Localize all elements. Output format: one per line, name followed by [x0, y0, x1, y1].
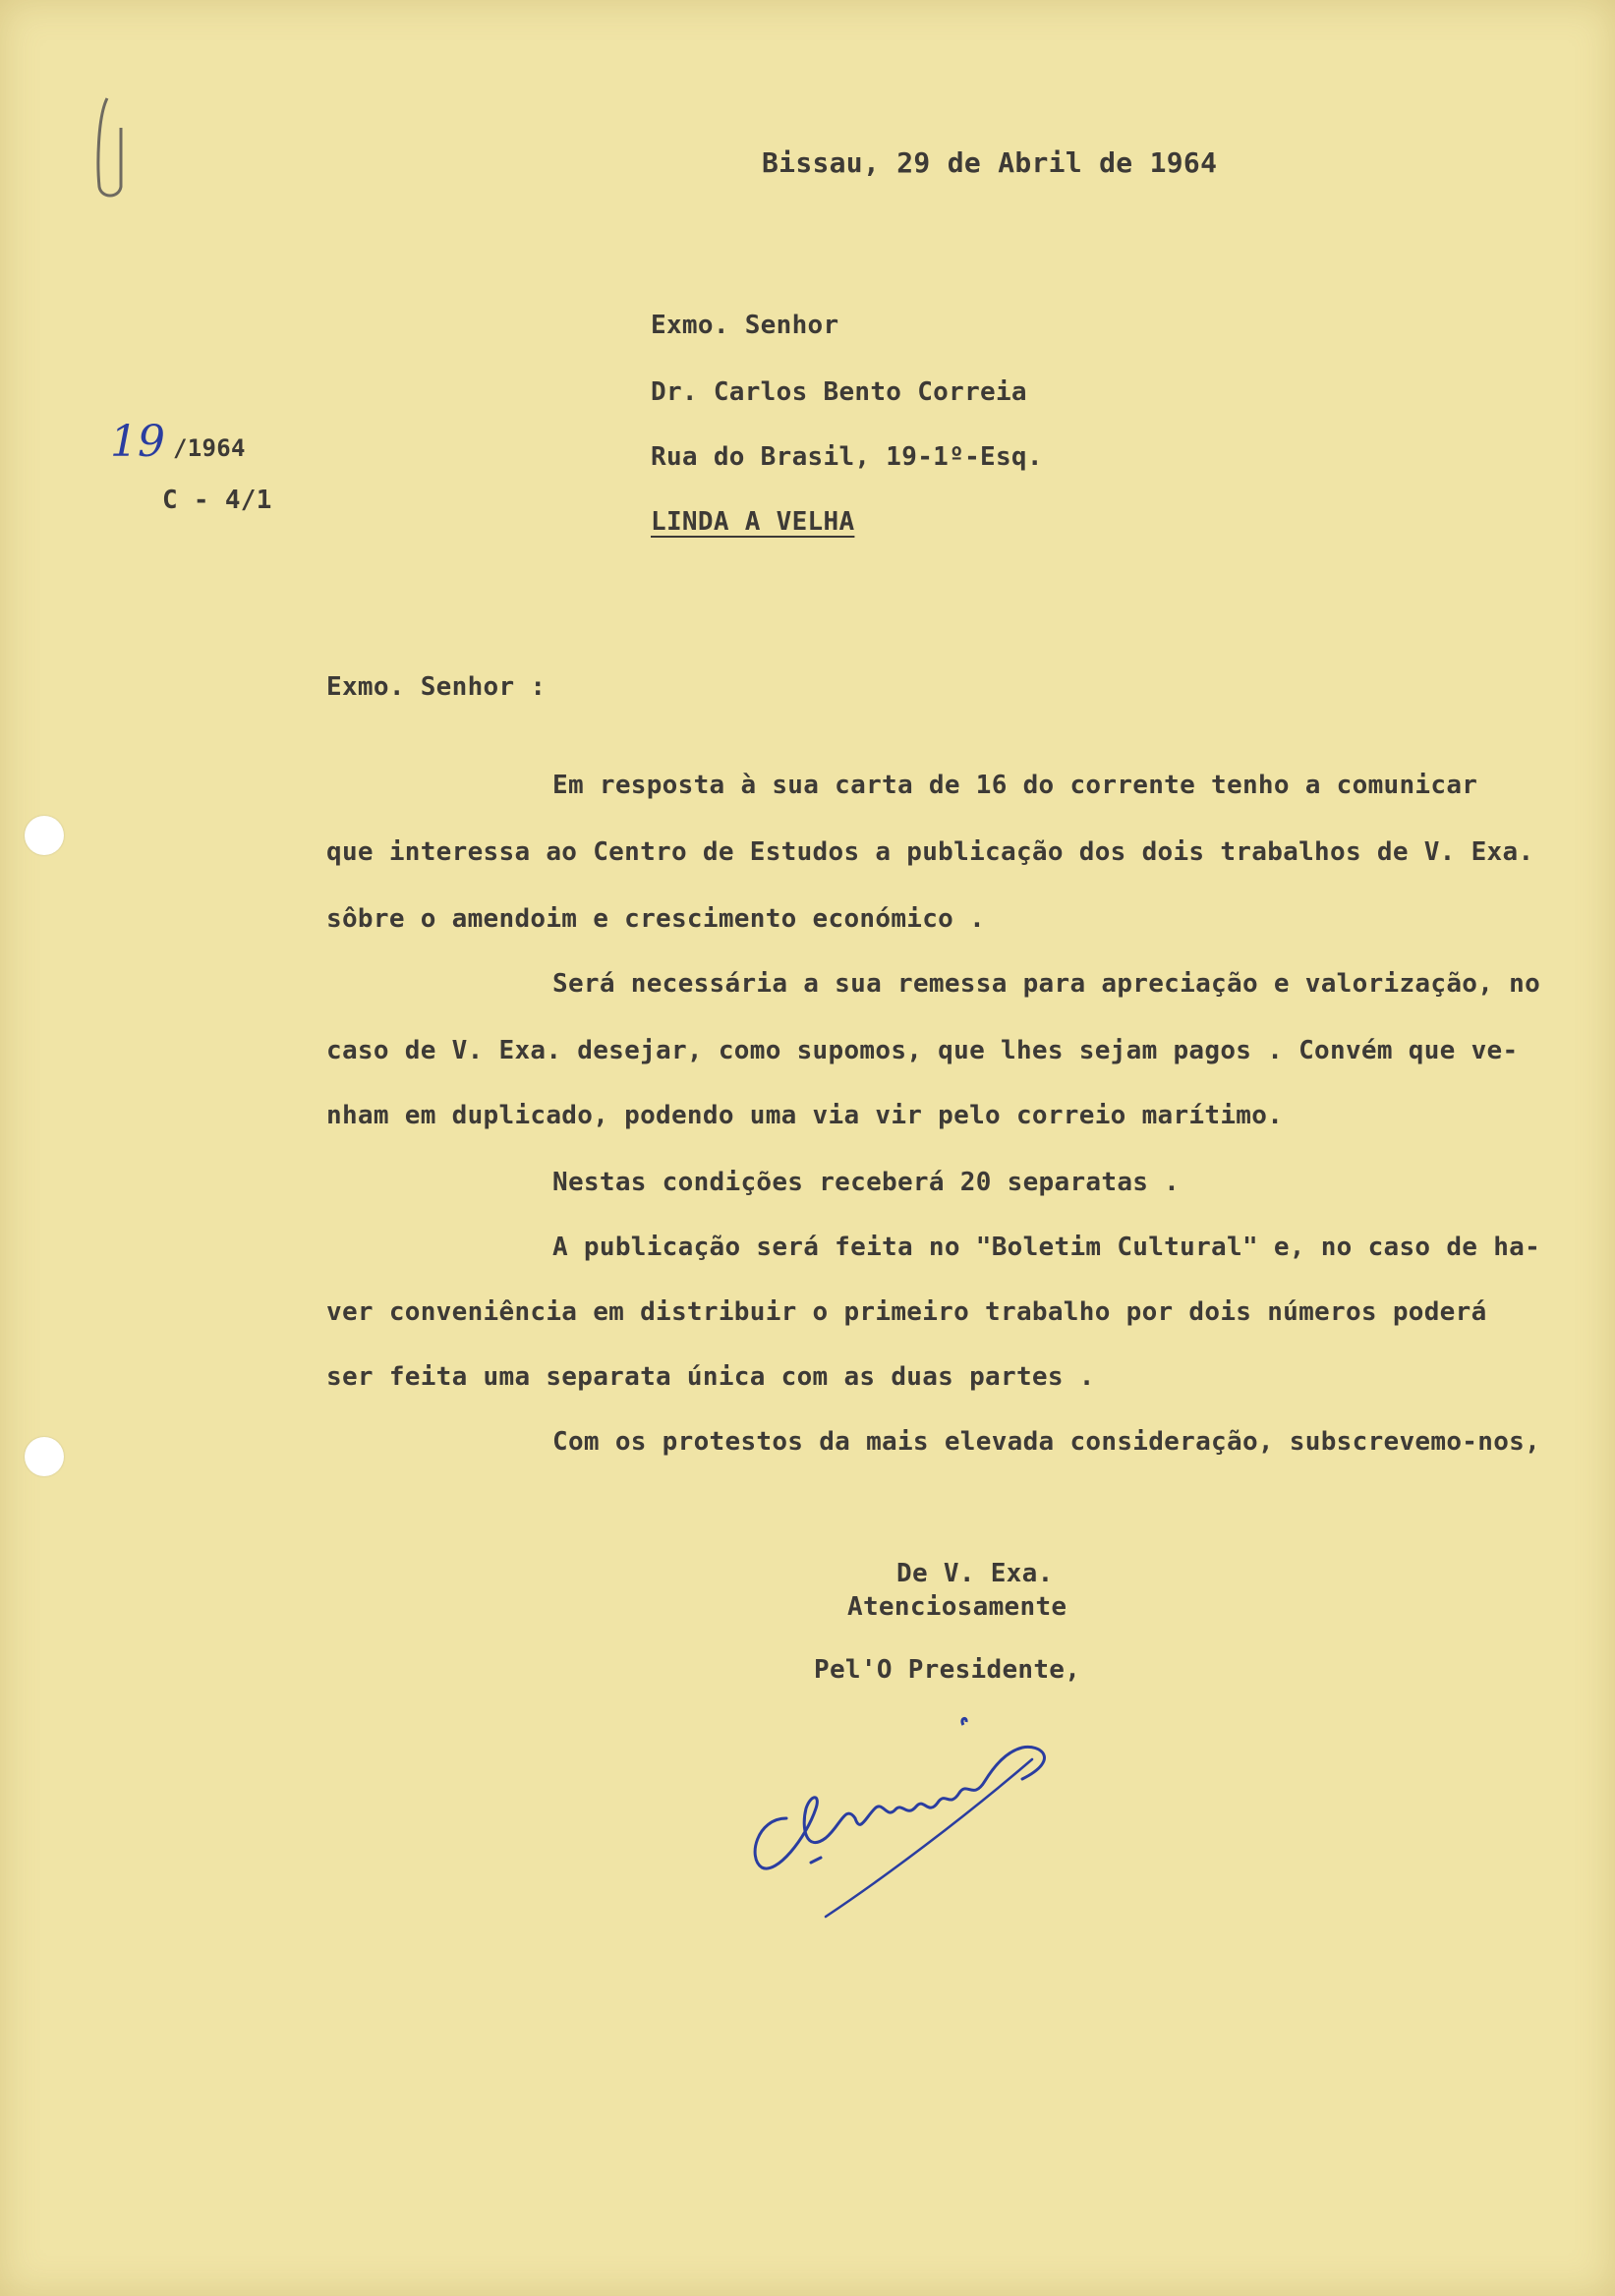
punch-hole-bottom — [25, 1437, 64, 1476]
punch-hole-top — [25, 816, 64, 855]
recipient-name: Dr. Carlos Bento Correia — [651, 377, 1027, 407]
closing-line-2: Atenciosamente — [847, 1592, 1067, 1622]
closing-line-1: De V. Exa. — [896, 1559, 1054, 1588]
body-line-3: sôbre o amendoim e crescimento económico . — [326, 904, 986, 934]
recipient-city: LINDA A VELHA — [651, 507, 855, 537]
paper-clip-mark — [93, 88, 143, 206]
reference-year: /1964 — [173, 434, 246, 462]
handwritten-reference-number: 19 — [110, 417, 165, 467]
body-line-11: Com os protestos da mais elevada consideração, subscrevemo-nos, — [552, 1427, 1541, 1457]
body-line-6: nham em duplicado, podendo uma via vir pelo correio marítimo. — [326, 1101, 1284, 1130]
body-line-2: que interessa ao Centro de Estudos a publicação dos dois trabalhos de V. Exa. — [326, 837, 1534, 867]
file-code: C - 4/1 — [162, 486, 272, 515]
body-line-5: caso de V. Exa. desejar, como supomos, que lhes sejam pagos . Convém que ve- — [326, 1036, 1519, 1065]
handwritten-signature — [727, 1671, 1180, 1926]
recipient-street: Rua do Brasil, 19-1º-Esq. — [651, 442, 1043, 472]
body-line-1: Em resposta à sua carta de 16 do corrente tenho a comunicar — [552, 771, 1478, 800]
body-line-4: Será necessária a sua remessa para apreciação e valorização, no — [552, 969, 1541, 999]
closing-line-3: Pel'O Presidente, — [814, 1655, 1081, 1685]
body-line-10: ser feita uma separata única com as duas partes . — [326, 1362, 1095, 1392]
recipient-salutation: Exmo. Senhor — [651, 311, 839, 340]
greeting: Exmo. Senhor : — [326, 672, 547, 702]
body-line-7: Nestas condições receberá 20 separatas . — [552, 1168, 1181, 1197]
body-line-8: A publicação será feita no "Boletim Cultural" e, no caso de ha- — [552, 1233, 1541, 1262]
date-line: Bissau, 29 de Abril de 1964 — [762, 146, 1218, 179]
body-line-9: ver conveniência em distribuir o primeiro trabalho por dois números poderá — [326, 1297, 1487, 1327]
